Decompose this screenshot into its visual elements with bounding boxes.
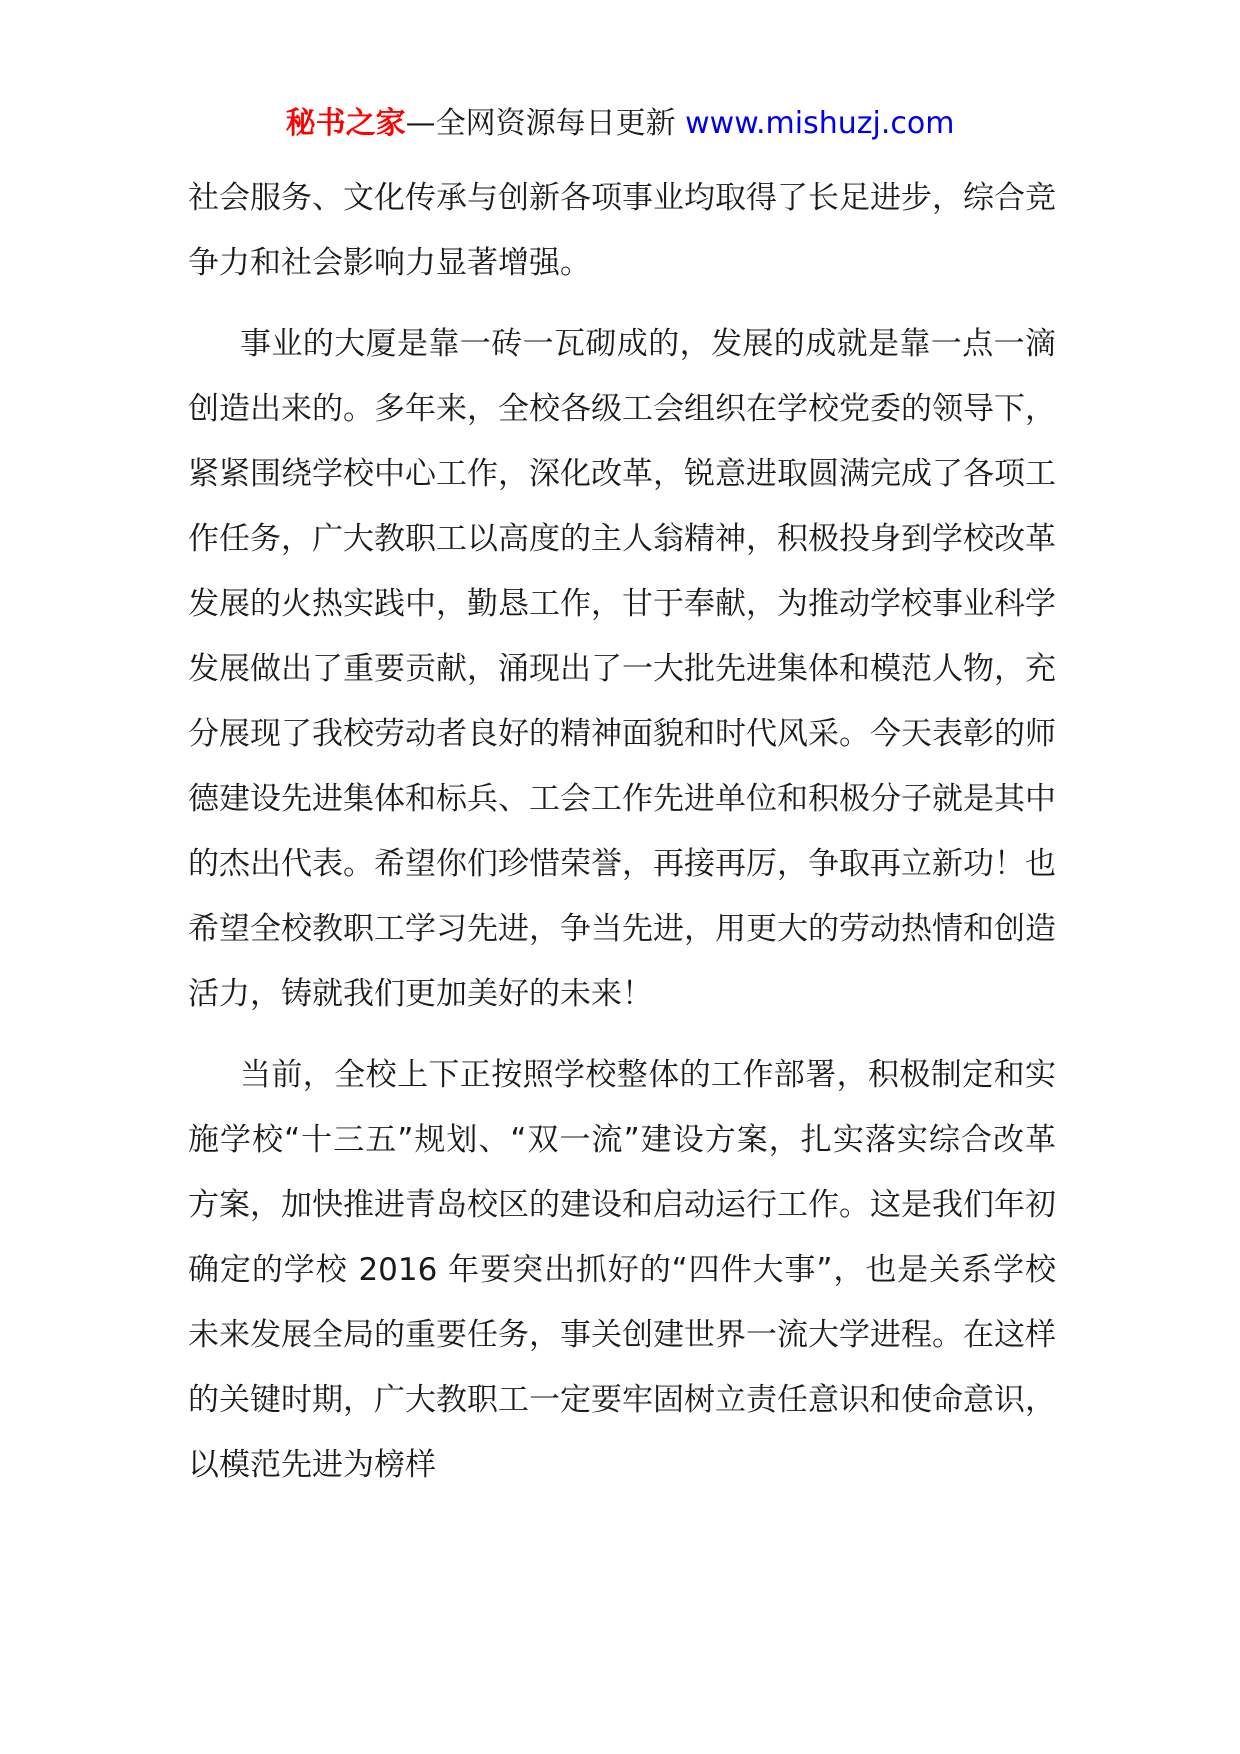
site-header bbox=[0, 104, 1240, 144]
header-slogan: —全网资源每日更新 bbox=[405, 106, 686, 141]
paragraph-3: 当前，全校上下正按照学校整体的工作部署，积极制定和实施学校“十三五”规划、“双一流”建设方案，扎实落实综合改革方案，加快推进青岛校区的建设和启动运行工作。这是我们年初确定的学校 2016 年要突出抓好的“四件大事”，也是关系学校未来发展全局的重要任务，事关创建世界一流大学进程。在这样的关键时期，广大教职工一定要牢固树立责任意识和使命意识，以模范先进为榜样 bbox=[188, 1057, 1056, 1483]
brand-name: 秘书之家 bbox=[285, 106, 406, 141]
site-url-link[interactable]: www.mishuzj.com bbox=[685, 106, 955, 141]
paragraph-1: 社会服务、文化传承与创新各项事业均取得了长足进步，综合竞争力和社会影响力显著增强。 bbox=[188, 180, 1056, 281]
paragraph-2: 事业的大厦是靠一砖一瓦砌成的，发展的成就是靠一点一滴创造出来的。多年来，全校各级工会组织在学校党委的领导下，紧紧围绕学校中心工作，深化改革，锐意进取圆满完成了各项工作任务，广大教职工以高度的主人翁精神，积极投身到学校改革发展的火热实践中，勤恳工作，甘于奉献，为推动学校事业科学发展做出了重要贡献，涌现出了一大批先进集体和模范人物，充分展现了我校劳动者良好的精神面貌和时代风采。今天表彰的师德建设先进集体和标兵、工会工作先进单位和积极分子就是其中的杰出代表。希望你们珍惜荣誉，再接再厉，争取再立新功！也希望全校教职工学习先进，争当先进，用更大的劳动热情和创造活力，铸就我们更加美好的未来！ bbox=[188, 326, 1056, 1012]
document-body bbox=[188, 166, 1056, 1498]
